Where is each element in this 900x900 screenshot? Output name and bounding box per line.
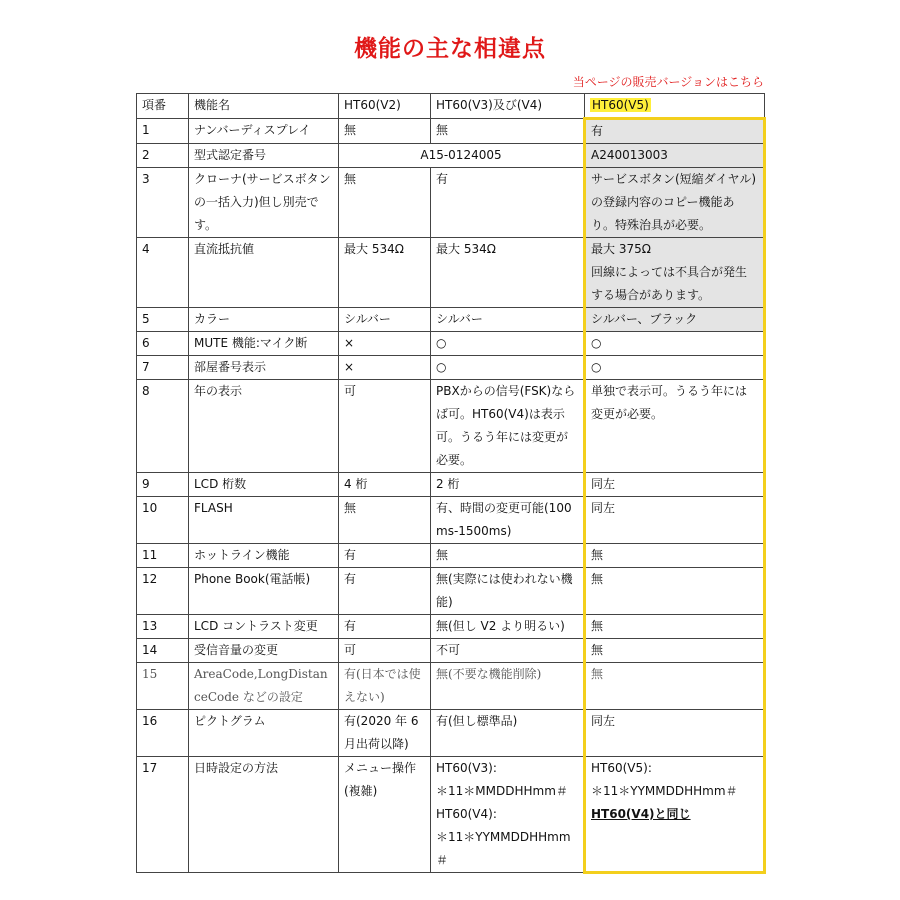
table-row xyxy=(137,356,765,380)
row-feature-name: カラー xyxy=(189,308,339,332)
row-v5-text: シルバー、ブラック xyxy=(591,312,698,326)
row-v5-text: 同左 xyxy=(591,477,616,491)
feature-comparison-table xyxy=(136,93,766,874)
row-v34-value: 最大 534Ω xyxy=(431,238,585,308)
row-v34-value: 有(但し標準品) xyxy=(431,710,585,757)
row-v5-value xyxy=(585,356,765,380)
row-number: 12 xyxy=(137,568,189,615)
table-row xyxy=(137,238,765,308)
row-v5-text: HT60(V5): ＊11＊YYMMDDHHmm＃ xyxy=(591,761,738,798)
row-v34-value: 無 xyxy=(431,544,585,568)
row-v5-text: 無 xyxy=(591,572,604,586)
row-v2-value: 有 xyxy=(339,568,431,615)
row-v34-value: 無(但し V2 より明るい) xyxy=(431,615,585,639)
row-v2-value: × xyxy=(339,332,431,356)
header-feature: 機能名 xyxy=(189,94,339,119)
row-feature-name: ナンバーディスプレイ xyxy=(189,119,339,144)
row-v2-value: 無 xyxy=(339,497,431,544)
table-row xyxy=(137,473,765,497)
table-row xyxy=(137,757,765,873)
row-number: 3 xyxy=(137,168,189,238)
table-row xyxy=(137,144,765,168)
row-number: 10 xyxy=(137,497,189,544)
row-v2-value: メニュー操作(複雑) xyxy=(339,757,431,873)
row-v5-text: 無 xyxy=(591,643,604,657)
row-v5-value xyxy=(585,119,765,144)
page-title: 機能の主な相違点 xyxy=(354,36,546,62)
row-v5-text: 無 xyxy=(591,619,604,633)
row-number: 14 xyxy=(137,639,189,663)
row-v34-value: ○ xyxy=(431,356,585,380)
row-feature-name: 直流抵抗値 xyxy=(189,238,339,308)
row-v2-value: 無 xyxy=(339,119,431,144)
row-v34-value: 無(不要な機能削除) xyxy=(431,663,585,710)
row-v5-text: A240013003 xyxy=(591,148,668,162)
row-number: 8 xyxy=(137,380,189,473)
row-number: 9 xyxy=(137,473,189,497)
row-v5-value xyxy=(585,473,765,497)
row-v2-value: 有 xyxy=(339,615,431,639)
row-v5-text: 有 xyxy=(591,124,604,138)
table-row xyxy=(137,119,765,144)
row-feature-name: LCD 桁数 xyxy=(189,473,339,497)
row-v34-value: 2 桁 xyxy=(431,473,585,497)
row-v5-value xyxy=(585,544,765,568)
row-v5-text: ○ xyxy=(591,336,602,350)
sales-version-note: 当ページの販売バージョンはこちら xyxy=(572,75,764,89)
row-v5-text: 同左 xyxy=(591,714,616,728)
row-number: 11 xyxy=(137,544,189,568)
table-row xyxy=(137,568,765,615)
row-number: 13 xyxy=(137,615,189,639)
row-number: 4 xyxy=(137,238,189,308)
row-v2-value: 無 xyxy=(339,168,431,238)
row-v34-value: 不可 xyxy=(431,639,585,663)
table-row xyxy=(137,663,765,710)
row-feature-name: 年の表示 xyxy=(189,380,339,473)
row-number: 1 xyxy=(137,119,189,144)
table-row xyxy=(137,380,765,473)
table-row xyxy=(137,308,765,332)
row-number: 15 xyxy=(137,663,189,710)
row-feature-name: 受信音量の変更 xyxy=(189,639,339,663)
table-row xyxy=(137,615,765,639)
row-v5-value xyxy=(585,380,765,473)
row-v2-value: 最大 534Ω xyxy=(339,238,431,308)
row-number: 17 xyxy=(137,757,189,873)
row-number: 6 xyxy=(137,332,189,356)
row-number: 16 xyxy=(137,710,189,757)
table-row xyxy=(137,544,765,568)
row-v5-value xyxy=(585,497,765,544)
table-row xyxy=(137,497,765,544)
row-v5-value xyxy=(585,757,765,873)
row-v5-value xyxy=(585,238,765,308)
row-feature-name: 型式認定番号 xyxy=(189,144,339,168)
row-feature-name: ピクトグラム xyxy=(189,710,339,757)
row-v2-value: シルバー xyxy=(339,308,431,332)
row-v5-value xyxy=(585,710,765,757)
row-v2-value: 可 xyxy=(339,380,431,473)
row-v34-value: 無 xyxy=(431,119,585,144)
row-v5-value xyxy=(585,332,765,356)
table-row xyxy=(137,710,765,757)
row-number: 2 xyxy=(137,144,189,168)
row-v5-text: 単独で表示可。うるう年には変更が必要。 xyxy=(591,384,748,421)
row-v34-value: 無(実際には使われない機能) xyxy=(431,568,585,615)
row-v34-value: 有 xyxy=(431,168,585,238)
header-v5 xyxy=(585,94,765,119)
row-v2-value: 可 xyxy=(339,639,431,663)
row-feature-name: LCD コントラスト変更 xyxy=(189,615,339,639)
row-v5-text: 無 xyxy=(591,667,604,681)
row-v5-text: 同左 xyxy=(591,501,616,515)
row-v5-value xyxy=(585,615,765,639)
row-feature-name: FLASH xyxy=(189,497,339,544)
v5-header-highlight: HT60(V5) xyxy=(592,98,649,112)
row-v5-text: 無 xyxy=(591,548,604,562)
row-feature-name: 日時設定の方法 xyxy=(189,757,339,873)
row-v5-value xyxy=(585,568,765,615)
row-v2-v34-shared: A15-0124005 xyxy=(339,144,585,168)
row-number: 5 xyxy=(137,308,189,332)
header-num: 項番 xyxy=(137,94,189,119)
row-v5-text: ○ xyxy=(591,360,602,374)
row-feature-name: Phone Book(電話帳) xyxy=(189,568,339,615)
row-v34-value: 有、時間の変更可能(100ms-1500ms) xyxy=(431,497,585,544)
table-header-row xyxy=(137,94,765,119)
row-v5-note: HT60(V4)と同じ xyxy=(591,807,691,821)
row-v2-value: × xyxy=(339,356,431,380)
row-v2-value: 有 xyxy=(339,544,431,568)
row-v5-value xyxy=(585,663,765,710)
row-v5-value xyxy=(585,308,765,332)
row-v5-value xyxy=(585,168,765,238)
row-number: 7 xyxy=(137,356,189,380)
table-row xyxy=(137,332,765,356)
row-v34-value: HT60(V3): ＊11＊MMDDHHmm＃ HT60(V4): ＊11＊YYMMDDHHmm＃ xyxy=(431,757,585,873)
row-v34-value: シルバー xyxy=(431,308,585,332)
row-v34-value: PBXからの信号(FSK)ならば可。HT60(V4)は表示可。うるう年には変更が必要。 xyxy=(431,380,585,473)
row-v5-value xyxy=(585,639,765,663)
row-v2-value: 有(日本では使えない) xyxy=(339,663,431,710)
row-feature-name: 部屋番号表示 xyxy=(189,356,339,380)
row-feature-name: ホットライン機能 xyxy=(189,544,339,568)
table-row xyxy=(137,639,765,663)
row-v5-text: サービスボタン(短縮ダイヤル)の登録内容のコピー機能あり。特殊治具が必要。 xyxy=(591,172,757,232)
row-feature-name: MUTE 機能:マイク断 xyxy=(189,332,339,356)
header-v34: HT60(V3)及び(V4) xyxy=(431,94,585,119)
row-feature-name: クローナ(サービスボタンの一括入力)但し別売です。 xyxy=(189,168,339,238)
row-v2-value: 有(2020 年 6 月出荷以降) xyxy=(339,710,431,757)
row-v34-value: ○ xyxy=(431,332,585,356)
row-feature-name: AreaCode,LongDistanceCode などの設定 xyxy=(189,663,339,710)
header-v2: HT60(V2) xyxy=(339,94,431,119)
table-row xyxy=(137,168,765,238)
row-v5-value xyxy=(585,144,765,168)
row-v5-text: 最大 375Ω 回線によっては不具合が発生する場合があります。 xyxy=(591,242,748,302)
row-v2-value: 4 桁 xyxy=(339,473,431,497)
